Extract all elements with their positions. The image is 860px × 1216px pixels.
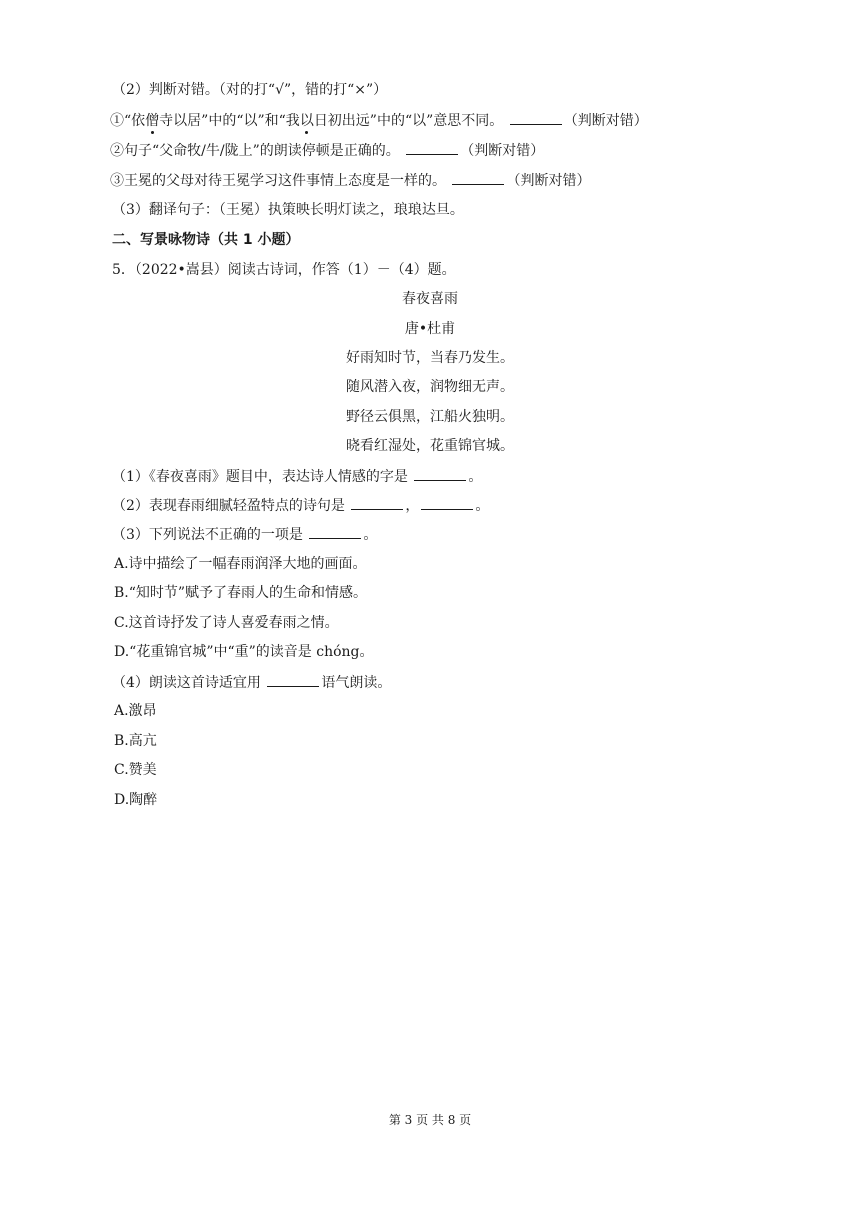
q4-item1-mid2: 日初出远”中的“以”意思不同。: [313, 113, 504, 129]
poem-author: 唐•杜甫: [404, 321, 456, 337]
answer-blank[interactable]: [267, 672, 319, 687]
option-item: D.陶醉: [114, 792, 158, 808]
page-footer: 第 3 页 共 8 页: [388, 1113, 472, 1127]
emphasis-dot-char: 僧: [145, 113, 160, 129]
poem-line: 好雨知时节，当春乃发生。: [346, 350, 514, 366]
q5-sub2: [112, 495, 489, 516]
emphasis-dot-char: 以: [299, 113, 314, 129]
q5-sub4: [112, 672, 391, 693]
option-item: A.激昂: [114, 703, 157, 719]
q4-item2-suffix: （判断对错）: [460, 143, 545, 159]
q4-item1-suffix: （判断对错）: [563, 113, 648, 129]
answer-blank[interactable]: [452, 170, 504, 185]
q4-item-3: [110, 170, 590, 191]
poem-title: 春夜喜雨: [402, 291, 458, 307]
answer-blank[interactable]: [414, 466, 466, 481]
q4-item1-prefix: ①“依: [110, 113, 146, 129]
poem-line: 随风潜入夜，润物细无声。: [346, 379, 514, 395]
option-item: D.“花重锦官城”中“重”的读音是 chóng。: [114, 644, 374, 660]
option-item: C.这首诗抒发了诗人喜爱春雨之情。: [114, 615, 339, 631]
q5-stem: 5．（2022•嵩县）阅读古诗词，作答（1）－（4）题。: [112, 262, 456, 278]
option-item: B.“知时节”赋予了春雨人的生命和情感。: [114, 585, 368, 601]
q5-sub4-end: 语气朗读。: [321, 675, 392, 691]
option-item: C.赞美: [114, 762, 157, 778]
q5-sub4-text: （4）朗读这首诗适宜用: [112, 675, 261, 691]
q5-sub2-text: （2）表现春雨细腻轻盈特点的诗句是: [112, 498, 345, 514]
q5-sub1-end: 。: [468, 469, 483, 485]
poem-line: 野径云俱黑，江船火独明。: [346, 409, 514, 425]
q5-sub3: [112, 524, 377, 545]
q5-sub2-end: 。: [475, 498, 490, 514]
answer-blank[interactable]: [351, 495, 403, 510]
option-item: B.高亢: [114, 733, 157, 749]
option-item: A.诗中描绘了一幅春雨润泽大地的画面。: [114, 556, 367, 572]
q4-item3-text: ③王冕的父母对待王冕学习这件事情上态度是一样的。: [110, 173, 446, 189]
q4-part3: （3）翻译句子：（王冕）执策映长明灯读之，琅琅达旦。: [112, 202, 464, 218]
answer-blank[interactable]: [406, 140, 458, 155]
q5-sub2-sep: ，: [405, 498, 420, 514]
q4-item1-mid1: 寺以居”中的“以”和“我: [159, 113, 300, 129]
q4-item-1: [110, 110, 648, 131]
q5-sub1-text: （1）《春夜喜雨》题目中，表达诗人情感的字是: [112, 469, 408, 485]
q5-sub3-text: （3）下列说法不正确的一项是: [112, 527, 303, 543]
section-title: 二、写景咏物诗（共 1 小题）: [112, 232, 300, 248]
answer-blank[interactable]: [510, 110, 562, 125]
answer-blank[interactable]: [421, 495, 473, 510]
poem-line: 晓看红湿处，花重锦官城。: [346, 438, 514, 454]
q5-sub3-end: 。: [363, 527, 378, 543]
q4-part2-title: （2）判断对错。（对的打“√”，错的打“×”）: [112, 82, 388, 98]
q5-sub1: [112, 466, 482, 487]
q4-item3-suffix: （判断对错）: [506, 173, 591, 189]
q4-item2-text: ②句子“父命牧/牛/陇上”的朗读停顿是正确的。: [110, 143, 400, 159]
q4-item-2: [110, 140, 544, 161]
answer-blank[interactable]: [309, 524, 361, 539]
